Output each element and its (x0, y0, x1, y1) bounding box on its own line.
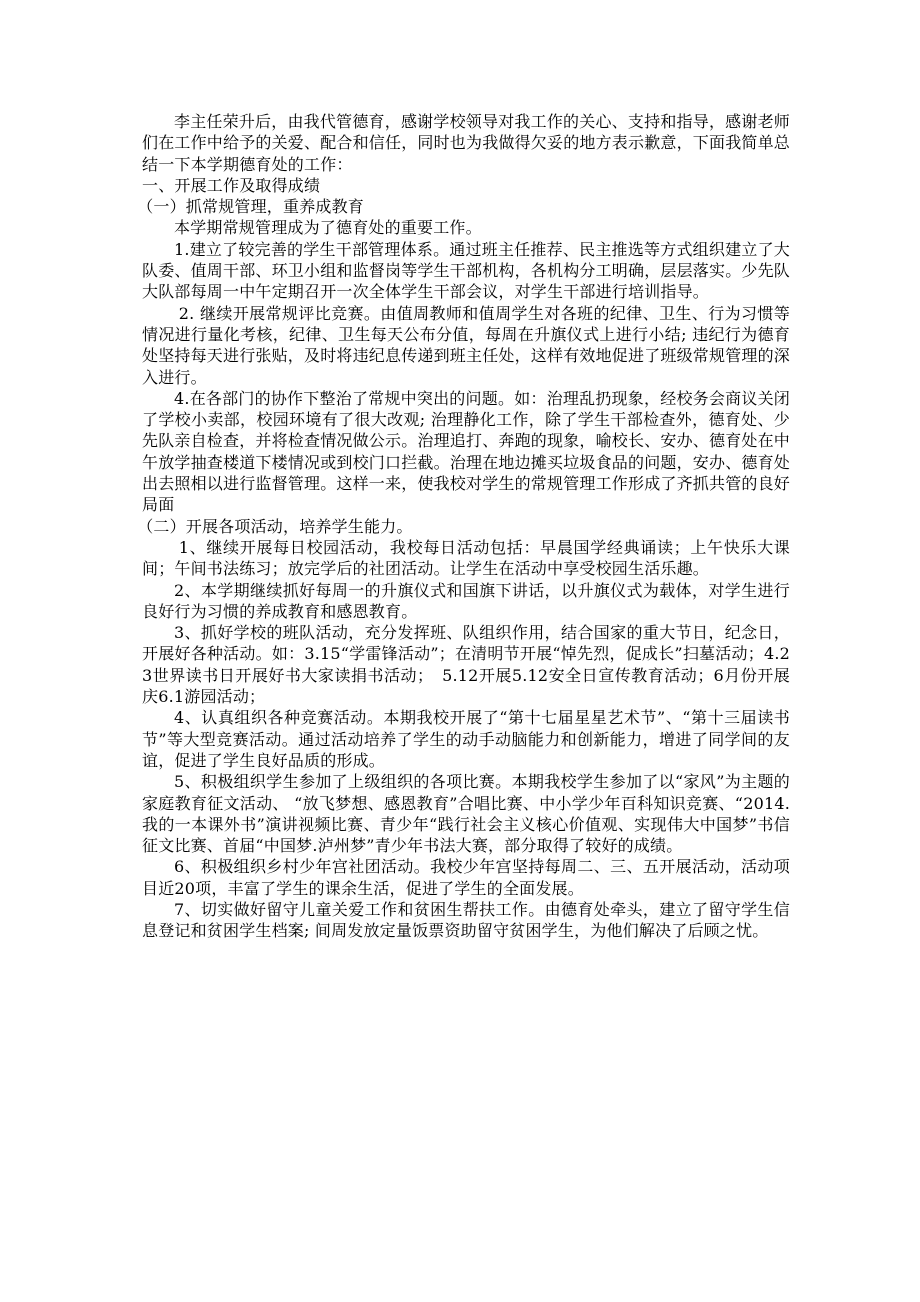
section-heading-1: 一、开展工作及取得成绩 (142, 175, 321, 195)
subsection-heading-2: （二）开展各项活动，培养学生能力。 (137, 516, 413, 536)
body-paragraph: 本学期常规管理成为了德育处的重要工作。 (174, 218, 482, 238)
body-paragraph: 2. 继续开展常规评比竞赛。由值周教师和值周学生对各班的纪律、卫生、行为习惯等情况进行量化考核，纪律、卫生每天公布分值，每周在升旗仪式上进行小结; 违纪行为德育处坚持每天进行张贴，及时将违纪息传递到班主任处，这样有效地促进了班级常规管理的深入进行。 (142, 303, 791, 387)
body-paragraph: 6、积极组织乡村少年宫社团活动。我校少年宫坚持每周二、三、五开展活动，活动项目近20项，丰富了学生的课余生活，促进了学生的全面发展。 (142, 857, 790, 898)
body-paragraph: 3、抓好学校的班队活动，充分发挥班、队组织作用，结合国家的重大节日，纪念日，开展好各种活动。如：3.15“学雷锋活动”；在清明节开展“悼先烈，促成长”扫墓活动；4.23世界读书日开展好书大家读捐书活动； 5.12开展5.12安全日宣传教育活动；6月份开展庆6.1游园活动； (142, 623, 790, 707)
body-paragraph: 7、切实做好留守儿童关爱工作和贫困生帮扶工作。由德育处牵头，建立了留守学生信息登记和贫困学生档案; 间周发放定量饭票资助留守贫困学生，为他们解决了后顾之忧。 (142, 899, 790, 941)
body-paragraph: 5、积极组织学生参加了上级组织的各项比赛。本期我校学生参加了以“家风”为主题的家庭教育征文活动、 “放飞梦想、感恩教育”合唱比赛、中小学少年百科知识竞赛、“2014.我的一本课外书”演讲视频比赛、青少年“践行社会主义核心价值观、实现伟大中国梦”书信征文比赛、首届“中国梦.泸州梦”青少年书法大赛，部分取得了较好的成绩。 (142, 772, 790, 856)
body-paragraph: 4.在各部门的协作下整治了常规中突出的问题。如：治理乱扔现象，经校务会商议关闭了学校小卖部，校园环境有了很大改观; 治理静化工作，除了学生干部检查外，德育处、少先队亲自检查，并将检查情况做公示。治理追打、奔跑的现象，喻校长、安办、德育处在中午放学抽查楼道下楼情况或到校门口拦截。治理在地边摊买垃圾食品的问题，安办、德育处出去照相以进行监督管理。这样一来，使我校对学生的常规管理工作形成了齐抓共管的良好局面 (142, 388, 791, 515)
intro-paragraph: 李主任荣升后，由我代管德育，感谢学校领导对我工作的关心、支持和指导，感谢老师们在工作中给予的关爱、配合和信任，同时也为我做得欠妥的地方表示歉意，下面我简单总结一下本学期德育处的工作： (142, 112, 791, 174)
body-paragraph: 1、继续开展每日校园活动，我校每日活动包括：早晨国学经典诵读；上午快乐大课间；午间书法练习；放完学后的社团活动。让学生在活动中享受校园生活乐趣。 (142, 537, 790, 579)
subsection-heading-1: （一）抓常规管理，重养成教育 (137, 197, 365, 217)
body-paragraph: 1.建立了较完善的学生干部管理体系。通过班主任推荐、民主推选等方式组织建立了大队委、值周干部、环卫小组和监督岗等学生干部机构，各机构分工明确，层层落实。少先队大队部每周一中午定期召开一次全体学生干部会议，对学生干部进行培训指导。 (142, 239, 791, 302)
body-paragraph: 2、本学期继续抓好每周一的升旗仪式和国旗下讲话，以升旗仪式为载体，对学生进行良好行为习惯的养成教育和感恩教育。 (142, 580, 790, 621)
body-paragraph: 4、认真组织各种竞赛活动。本期我校开展了“第十七届星星艺术节”、“第十三届读书节”等大型竞赛活动。通过活动培养了学生的动手动脑能力和创新能力，增进了同学间的友谊，促进了学生良好品质的形成。 (142, 708, 790, 770)
document-page (137, 111, 791, 942)
